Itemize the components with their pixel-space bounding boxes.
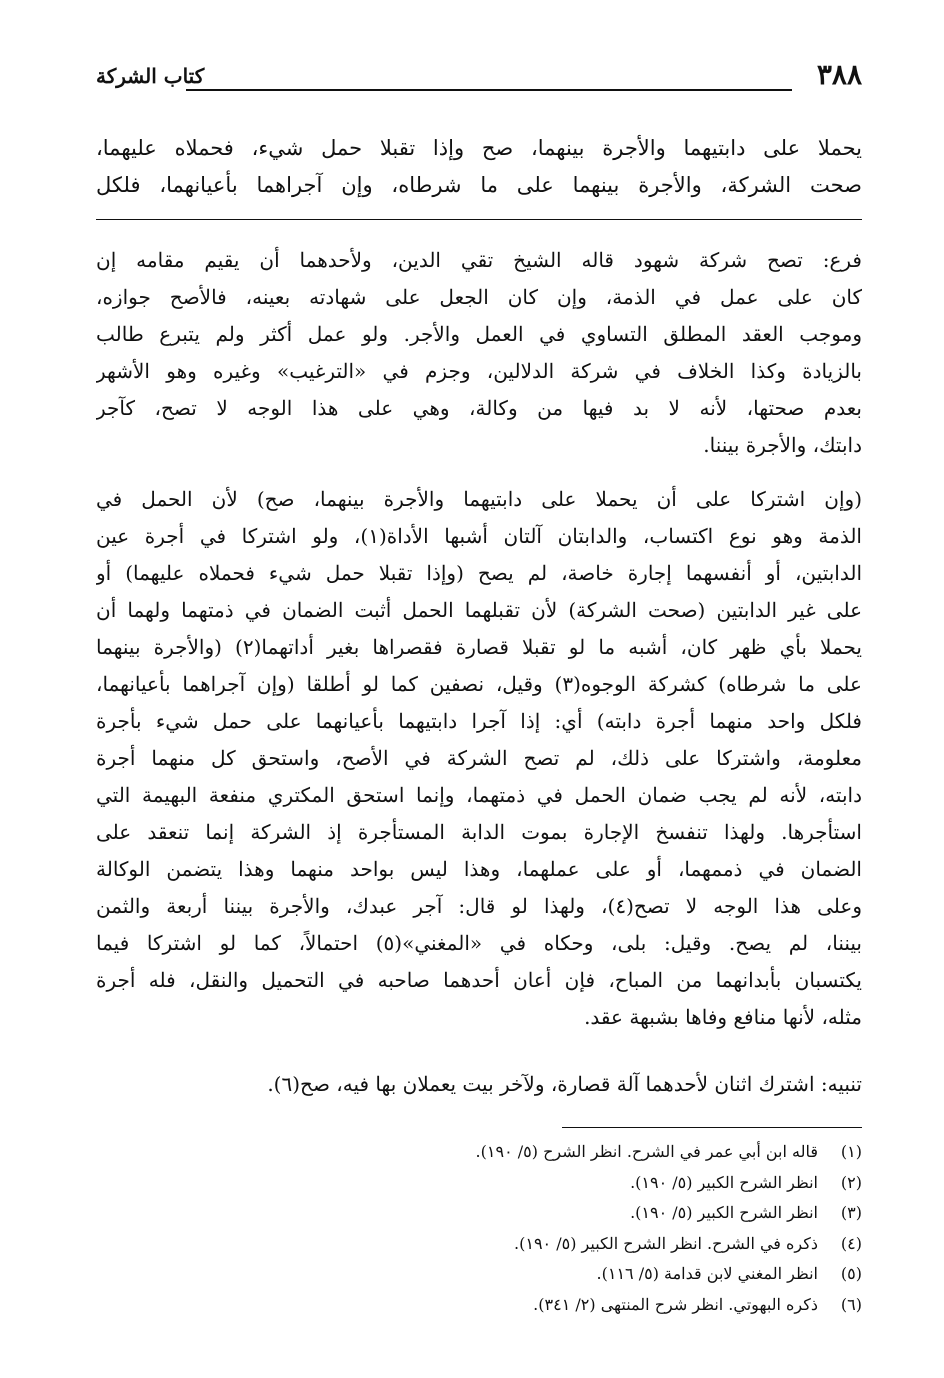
footnote-text: ذكره في الشرح. انظر الشرح الكبير (٥/ ١٩٠). (514, 1233, 818, 1253)
paragraph-line: فرع: تصح شركة شهود قاله الشيخ تقي الدين، ولأحدهما أن يقيم مقامه إن (96, 248, 862, 272)
footnote (162, 1198, 862, 1229)
book-title: كتاب الشركة (96, 64, 205, 88)
footnote-number: (٦) (840, 1294, 862, 1314)
paragraph-line: الضمان في ذممهما، أو على عملهما، وهذا ليس بواحد منهما وهذا يتضمن الوكالة (96, 857, 862, 881)
footnote-rule (562, 1127, 862, 1128)
paragraph-line: استأجرها. ولهذا تنفسخ الإجارة بموت الدابة المستأجرة إذ الشركة إنما تنعقد على (96, 820, 862, 844)
paragraph-line: وعلى هذا الوجه لا تصح(٤)، ولهذا لو قال: آجر عبدك، والأجرة بيننا أربعة والثمن (96, 894, 862, 918)
page-number: ٣٨٨ (816, 58, 862, 91)
footnote-number: (٣) (840, 1203, 862, 1222)
paragraph-line: دابته، لأنه لم يجب ضمان الحمل في ذمتهما، وإنما استحق المكتري منفعة البهيمة التي (96, 783, 862, 807)
paragraph-line: الدابتين، أو أنفسهما إجارة خاصة، لم يصح (وإذا تقبلا حمل شيء فحملاه عليهما) أو (96, 561, 862, 585)
footnote-number: (١) (840, 1142, 862, 1161)
footnote-number: (٢) (840, 1172, 862, 1192)
paragraph-line: فلكل واحد منهما أجرة دابته) أي: إذا آجرا دابتيهما بأعيانهما على حمل شيء بأجرة (96, 709, 862, 733)
paragraph-line: مثله، لأنها منافع وفاها بشبهة عقد. (584, 1005, 862, 1029)
paragraph-line: دابتك، والأجرة بيننا. (703, 433, 862, 457)
sharh-paragraph (96, 481, 862, 1036)
header-rule (186, 89, 792, 91)
paragraph-line: (وإن اشتركا على أن يحملا على دابتيهما والأجرة بينهما، صح) لأن الحمل في (96, 487, 862, 511)
footnote (162, 1259, 862, 1290)
matn-text (96, 130, 862, 204)
paragraph-line: بعدم صحتها، لأنه لا بد فيها من وكالة، وهي على هذا الوجه لا تصح، كآجر (96, 396, 862, 420)
paragraph-line: بالزيادة وكذا الخلاف في شركة الدلالين، وجزم في «الترغيب» وغيره وهو الأشهر (96, 359, 862, 383)
footnote (162, 1290, 862, 1321)
matn-line: يحملا على دابتيهما والأجرة بينهما، صح وإذا تقبلا حمل شيء، فحملاه عليهما، (96, 136, 862, 160)
footnote-text: انظر المغني لابن قدامة (٥/ ١١٦). (596, 1264, 818, 1283)
paragraph-line: يكتسبان بأبدانهما من المباح، فإن أعان أحدهما صاحبه في التحميل والنقل، فله أجرة (96, 968, 862, 992)
matn-line: صحت الشركة، والأجرة بينهما على ما شرطاه، وإن آجراهما بأعيانهما، فلكل (96, 173, 862, 197)
footnote-text: انظر الشرح الكبير (٥/ ١٩٠). (630, 1172, 818, 1192)
footnote-text: قاله ابن أبي عمر في الشرح. انظر الشرح (٥/ ١٩٠). (475, 1142, 818, 1161)
footnote-number: (٥) (840, 1264, 862, 1283)
footnotes (162, 1137, 862, 1320)
tanbih-note (96, 1066, 862, 1103)
footnote-text: ذكره البهوتي. انظر شرح المنتهى (٢/ ٣٤١). (533, 1294, 818, 1314)
paragraph-line: بيننا، لم يصح. وقيل: بلى، وحكاه في «المغني»(٥) احتمالاً، كما لو اشتركا فيما (96, 931, 862, 955)
footnote-number: (٤) (840, 1233, 862, 1253)
paragraph-line: كان على عمل في الذمة، وإن كان الجعل على شهادته بعينه، فالأصح جوازه، (96, 285, 862, 309)
paragraph-line: يحملا بأي ظهر كان، أشبه ما لو تقبلا قصارة فقصراها بغير أداتهما(٢) (والأجرة بينهما (96, 635, 862, 659)
far-paragraph (96, 242, 862, 464)
footnote (162, 1137, 862, 1168)
paragraph-line: وموجب العقد المطلق التساوي في العمل والأجر. ولو عمل أكثر ولم يتبرع طالب (96, 322, 862, 346)
footnote (162, 1229, 862, 1260)
paragraph-line: معلومة، واشتركا على ذلك، لم تصح الشركة في الأصح، واستحق كل منهما أجرة (96, 746, 862, 770)
paragraph-line: على ما شرطاه) كشركة الوجوه(٣) وقيل، نصفين كما لو أطلقا (وإن آجراهما بأعيانهما، (96, 672, 862, 696)
paragraph-line: على غير الدابتين (صحت الشركة) لأن تقبلهما الحمل أثبت الضمان في ذمتهما ولهما أن (96, 598, 862, 622)
page-header (96, 56, 862, 96)
footnote (162, 1168, 862, 1199)
matn-separator (96, 219, 862, 220)
tanbih-line: تنبيه: اشترك اثنان لأحدهما آلة قصارة، ولآخر بيت يعملان بها فيه، صح(٦). (267, 1072, 862, 1096)
paragraph-line: الذمة وهو نوع اكتساب، والدابتان آلتان أشبها الأداة(١)، ولو اشتركا في أجرة عين (96, 524, 862, 548)
footnote-text: انظر الشرح الكبير (٥/ ١٩٠). (630, 1203, 818, 1222)
